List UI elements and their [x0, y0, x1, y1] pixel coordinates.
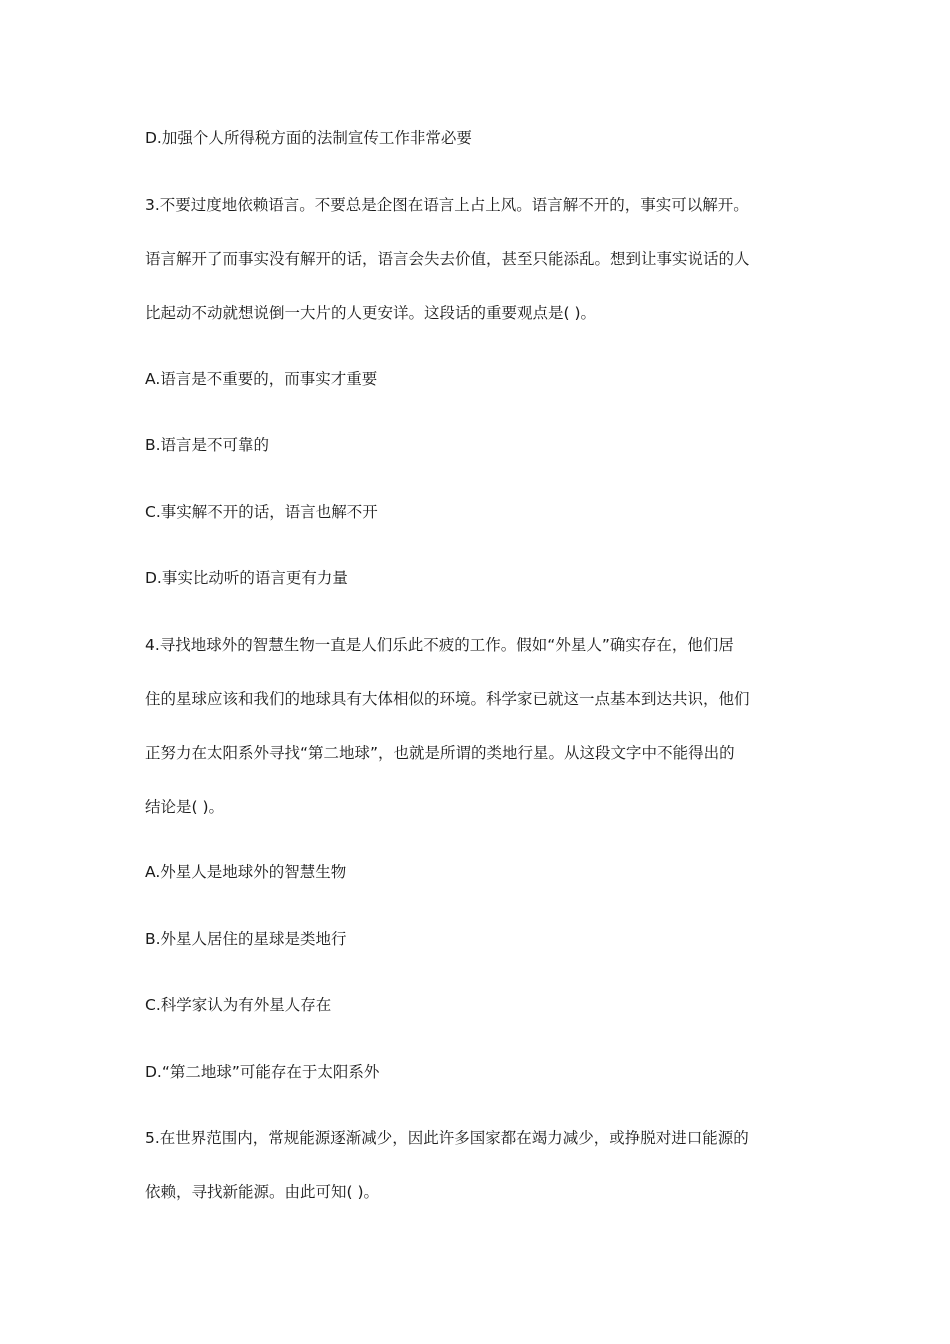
- q3-stem-line-1: 3.不要过度地依赖语言。不要总是企图在语言上占上风。语言解不开的，事实可以解开。: [145, 196, 749, 214]
- q3-option-c: C.事实解不开的话，语言也解不开: [145, 503, 378, 521]
- q4-stem-line-3: 正努力在太阳系外寻找“第二地球”，也就是所谓的类地行星。从这段文字中不能得出的: [145, 744, 735, 762]
- q3-stem-line-3: 比起动不动就想说倒一大片的人更安详。这段话的重要观点是( )。: [145, 304, 597, 322]
- q3-option-b: B.语言是不可靠的: [145, 436, 270, 454]
- q3-stem-line-2: 语言解开了而事实没有解开的话，语言会失去价值，甚至只能添乱。想到让事实说话的人: [145, 250, 750, 268]
- q3-option-d: D.事实比动听的语言更有力量: [145, 569, 348, 587]
- q4-option-d: D.“第二地球”可能存在于太阳系外: [145, 1063, 380, 1081]
- q5-stem-line-2: 依赖，寻找新能源。由此可知( )。: [145, 1183, 380, 1201]
- q4-stem-line-1: 4.寻找地球外的智慧生物一直是人们乐此不疲的工作。假如“外星人”确实存在，他们居: [145, 636, 734, 654]
- q5-stem-line-1: 5.在世界范围内，常规能源逐渐减少，因此许多国家都在竭力减少，或挣脱对进口能源的: [145, 1129, 749, 1147]
- q4-option-b: B.外星人居住的星球是类地行: [145, 930, 347, 948]
- q4-stem-line-2: 住的星球应该和我们的地球具有大体相似的环境。科学家已就这一点基本到达共识，他们: [145, 690, 750, 708]
- q4-option-c: C.科学家认为有外星人存在: [145, 996, 332, 1014]
- q4-option-a: A.外星人是地球外的智慧生物: [145, 863, 347, 881]
- q3-option-a: A.语言是不重要的，而事实才重要: [145, 370, 378, 388]
- q2-option-d: D.加强个人所得税方面的法制宣传工作非常必要: [145, 129, 472, 147]
- q4-stem-line-4: 结论是( )。: [145, 798, 225, 816]
